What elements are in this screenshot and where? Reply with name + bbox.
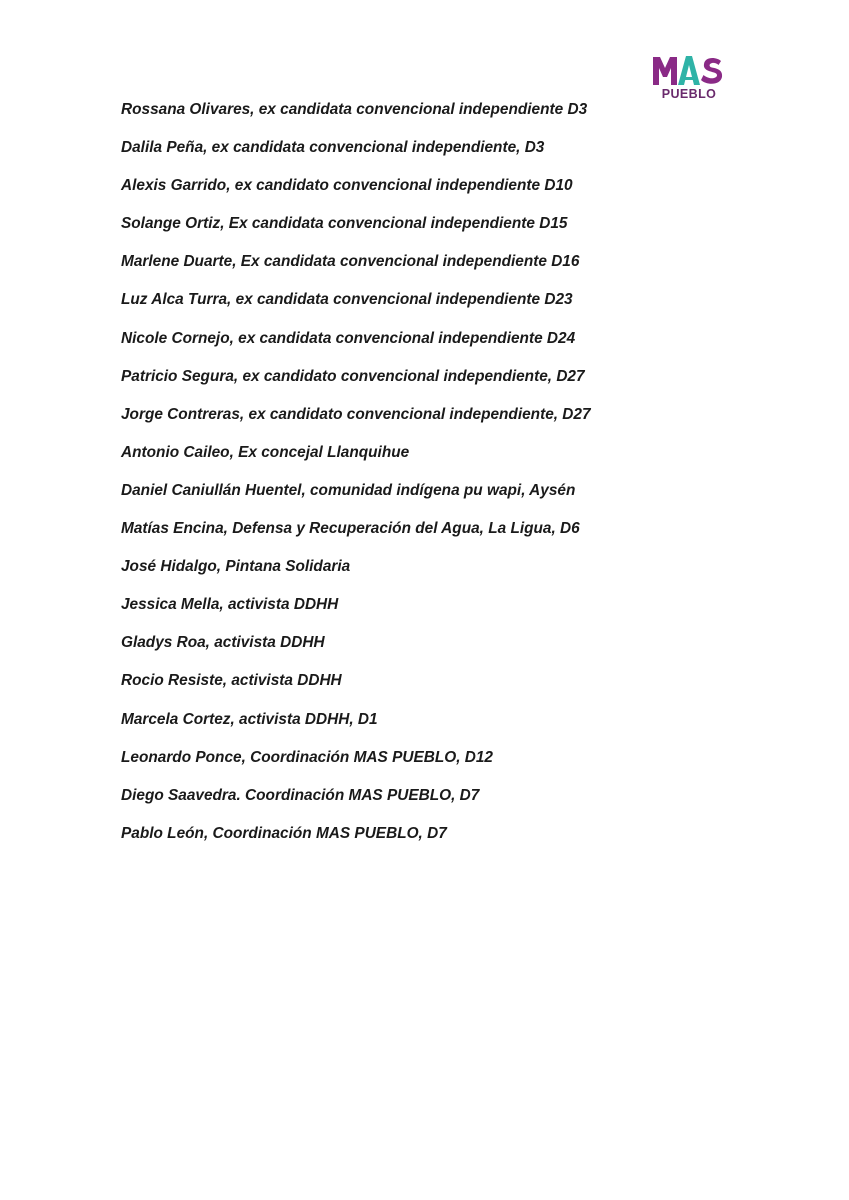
signatory-item: Rossana Olivares, ex candidata convencional independiente D3	[121, 101, 588, 118]
logo-bottom-text: PUEBLO	[661, 87, 717, 101]
signatory-item: Diego Saavedra. Coordinación MAS PUEBLO, D7	[121, 786, 480, 804]
signatory-item: Marlene Duarte, Ex candidata convencional independiente D16	[121, 253, 580, 271]
signatory-item: Luz Alca Turra, ex candidata convencional independiente D23	[121, 291, 573, 309]
signatory-item: Patricio Segura, ex candidato convencional independiente, D27	[121, 367, 585, 385]
signatory-item: Nicole Cornejo, ex candidata convencional independiente D24	[121, 329, 576, 347]
signatory-list	[121, 99, 591, 861]
signatory-item: Jessica Mella, activista DDHH	[121, 596, 339, 614]
signatory-item: Pablo León, Coordinación MAS PUEBLO, D7	[121, 824, 447, 842]
signatory-item: Leonardo Ponce, Coordinación MAS PUEBLO, D12	[121, 748, 493, 766]
mas-pueblo-logo	[651, 53, 727, 101]
signatory-item: Daniel Caniullán Huentel, comunidad indígena pu wapi, Aysén	[121, 481, 576, 499]
mas-pueblo-logo-graphic	[651, 53, 727, 101]
signatory-item: Matías Encina, Defensa y Recuperación del Agua, La Ligua, D6	[121, 520, 580, 538]
signatory-item: Marcela Cortez, activista DDHH, D1	[121, 710, 378, 728]
signatory-item: Antonio Caileo, Ex concejal Llanquihue	[121, 443, 410, 461]
signatory-item: Gladys Roa, activista DDHH	[121, 634, 325, 652]
signatory-item: Solange Ortiz, Ex candidata convencional independiente D15	[121, 215, 568, 233]
signatory-item: Rocio Resiste, activista DDHH	[121, 672, 342, 690]
signatory-item: Alexis Garrido, ex candidato convencional independiente D10	[121, 177, 573, 195]
signatory-item: Jorge Contreras, ex candidato convencional independiente, D27	[121, 405, 591, 423]
signatory-item: José Hidalgo, Pintana Solidaria	[121, 558, 351, 576]
signatory-item: Dalila Peña, ex candidata convencional independiente, D3	[121, 139, 545, 157]
